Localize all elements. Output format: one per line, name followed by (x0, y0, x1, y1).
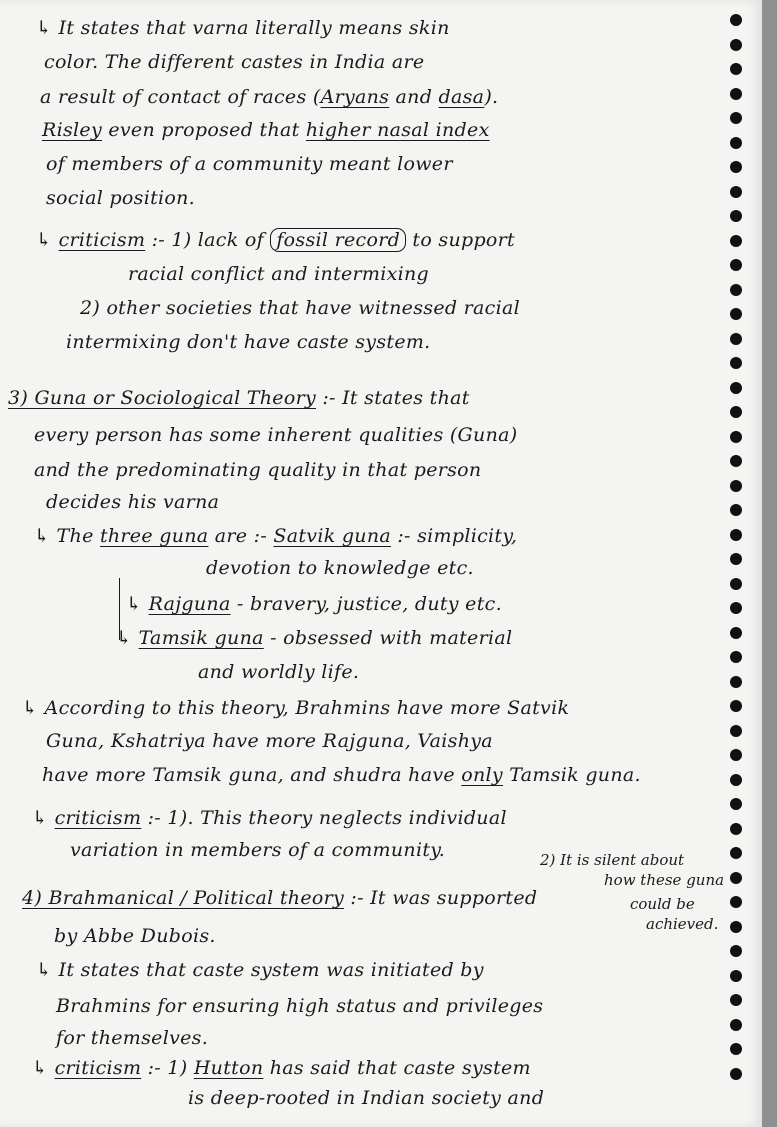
note-line (188, 1086, 544, 1110)
note-line (36, 958, 484, 982)
binding-hole (730, 676, 742, 688)
note-line (34, 423, 517, 447)
note-line (32, 806, 507, 830)
binding-hole (730, 823, 742, 835)
binding-hole (730, 333, 742, 345)
margin-note: could be (630, 895, 695, 913)
binding-hole (730, 749, 742, 761)
note-line (56, 994, 543, 1018)
binding-hole (730, 284, 742, 296)
arrow-glyph: ↳ (32, 1057, 55, 1079)
boxed-keyword: fossil record (270, 228, 406, 252)
binding-hole (730, 774, 742, 786)
binding-hole (730, 578, 742, 590)
note-line (36, 228, 515, 252)
note-text: :- It states that (316, 387, 470, 409)
note-text: :- It was supported (344, 887, 538, 909)
note-keyword: dasa (438, 86, 485, 108)
binding-hole (730, 406, 742, 418)
binding-hole (730, 137, 742, 149)
note-text: by Abbe Dubois. (54, 925, 216, 947)
binding-hole (730, 896, 742, 908)
binding-hole (730, 994, 742, 1006)
note-text: variation in members of a community. (70, 839, 446, 861)
note-keyword: Hutton (193, 1057, 264, 1079)
binding-hole (730, 1043, 742, 1055)
note-keyword: criticism (58, 229, 146, 251)
note-text: and (389, 86, 439, 108)
note-text: ). (484, 86, 499, 108)
note-text: ↳ It states that caste system was initiated by (36, 959, 484, 981)
note-line (46, 186, 195, 210)
arrow-glyph: ↳ (126, 593, 149, 615)
note-line (70, 838, 445, 862)
binding-hole (730, 14, 742, 26)
note-text: to support (406, 229, 515, 251)
note-text: of members of a community meant lower (46, 153, 453, 175)
note-line (46, 490, 219, 514)
binding-hole (730, 357, 742, 369)
note-text: devotion to knowledge etc. (206, 557, 474, 579)
note-text: color. The different castes in India are (44, 51, 425, 73)
note-keyword: three guna (99, 525, 209, 547)
note-text: is deep-rooted in Indian society and (188, 1087, 545, 1109)
binding-hole (730, 186, 742, 198)
note-keyword: Risley (42, 119, 102, 141)
section-heading (22, 886, 537, 910)
section-title: Guna or Sociological Theory (34, 387, 316, 409)
arrow-glyph: ↳ (32, 807, 55, 829)
note-line (116, 626, 512, 650)
note-line (34, 458, 481, 482)
note-line (128, 262, 429, 286)
section-number: 3) (8, 387, 35, 409)
binding-hole (730, 308, 742, 320)
note-line (42, 763, 641, 787)
binding-hole (730, 553, 742, 565)
note-line (32, 1056, 531, 1080)
binding-hole (730, 88, 742, 100)
note-line (46, 152, 453, 176)
note-line (22, 696, 569, 720)
note-text: :- simplicity, (391, 525, 518, 547)
note-text: Tamsik guna. (502, 764, 641, 786)
note-text: ↳ According to this theory, Brahmins have more Satvik (22, 697, 570, 719)
binding-hole (730, 480, 742, 492)
note-text: racial conflict and intermixing (128, 263, 430, 285)
note-keyword: Rajguna (148, 593, 231, 615)
note-text: :- 1) lack of (145, 229, 271, 251)
binding-hole (730, 259, 742, 271)
note-keyword: Satvik guna (273, 525, 392, 547)
binding-hole (730, 847, 742, 859)
note-text: and worldly life. (198, 661, 360, 683)
note-text: for themselves. (56, 1027, 209, 1049)
margin-note: how these guna (604, 871, 725, 889)
margin-note: achieved. (646, 915, 719, 933)
binding-hole (730, 945, 742, 957)
note-keyword: only (461, 764, 503, 786)
note-text: :- 1) (141, 1057, 194, 1079)
binding-hole (730, 970, 742, 982)
binding-hole (730, 382, 742, 394)
binding-hole (730, 39, 742, 51)
note-text: 2) other societies that have witnessed racial (80, 297, 521, 319)
note-text: intermixing don't have caste system. (66, 331, 431, 353)
note-text: :- 1). This theory neglects individual (141, 807, 507, 829)
note-line (126, 592, 502, 616)
arrow-glyph: ↳ (116, 627, 139, 649)
binding-hole (730, 725, 742, 737)
note-text: even proposed that (102, 119, 306, 141)
binding-hole (730, 235, 742, 247)
section-heading (8, 386, 470, 410)
note-text: - obsessed with material (263, 627, 513, 649)
note-line (54, 924, 216, 948)
note-text: every person has some inherent qualities (Guna) (34, 424, 518, 446)
section-number: 4) (22, 887, 49, 909)
spiral-binding-holes (722, 14, 752, 1114)
note-line (66, 330, 431, 354)
binding-hole (730, 1019, 742, 1031)
note-line (34, 524, 517, 548)
note-line (80, 296, 520, 320)
note-line (46, 729, 493, 753)
note-text: ↳ The (34, 525, 100, 547)
binding-hole (730, 700, 742, 712)
note-line (44, 50, 424, 74)
note-line (206, 556, 474, 580)
note-text: decides his varna (46, 491, 220, 513)
binding-hole (730, 161, 742, 173)
binding-hole (730, 602, 742, 614)
note-line (42, 118, 490, 142)
note-text: Brahmins for ensuring high status and privileges (56, 995, 544, 1017)
note-text: has said that caste system (263, 1057, 531, 1079)
binding-hole (730, 798, 742, 810)
note-text: Guna, Kshatriya have more Rajguna, Vaishya (46, 730, 493, 752)
arrow-glyph: ↳ (36, 229, 59, 251)
binding-hole (730, 210, 742, 222)
binding-hole (730, 112, 742, 124)
note-keyword: Aryans (320, 86, 390, 108)
note-text: have more Tamsik guna, and shudra have (42, 764, 462, 786)
binding-hole (730, 1068, 742, 1080)
note-keyword: higher nasal index (305, 119, 490, 141)
note-text: - bravery, justice, duty etc. (230, 593, 502, 615)
note-line (198, 660, 359, 684)
binding-hole (730, 627, 742, 639)
note-keyword: criticism (54, 1057, 142, 1079)
note-keyword: criticism (54, 807, 142, 829)
note-text: a result of contact of races ( (40, 86, 321, 108)
binding-hole (730, 455, 742, 467)
note-text: social position. (46, 187, 196, 209)
section-title: Brahmanical / Political theory (48, 887, 345, 909)
note-line (40, 85, 498, 109)
note-line (36, 16, 450, 40)
note-text: ↳ It states that varna literally means skin (36, 17, 450, 39)
binding-hole (730, 431, 742, 443)
margin-note: 2) It is silent about (540, 851, 685, 869)
binding-hole (730, 63, 742, 75)
binding-hole (730, 651, 742, 663)
note-text: are :- (208, 525, 274, 547)
note-keyword: Tamsik guna (138, 627, 264, 649)
note-text: and the predominating quality in that person (34, 459, 482, 481)
binding-hole (730, 504, 742, 516)
note-line (56, 1026, 208, 1050)
binding-hole (730, 529, 742, 541)
binding-hole (730, 872, 742, 884)
binding-hole (730, 921, 742, 933)
